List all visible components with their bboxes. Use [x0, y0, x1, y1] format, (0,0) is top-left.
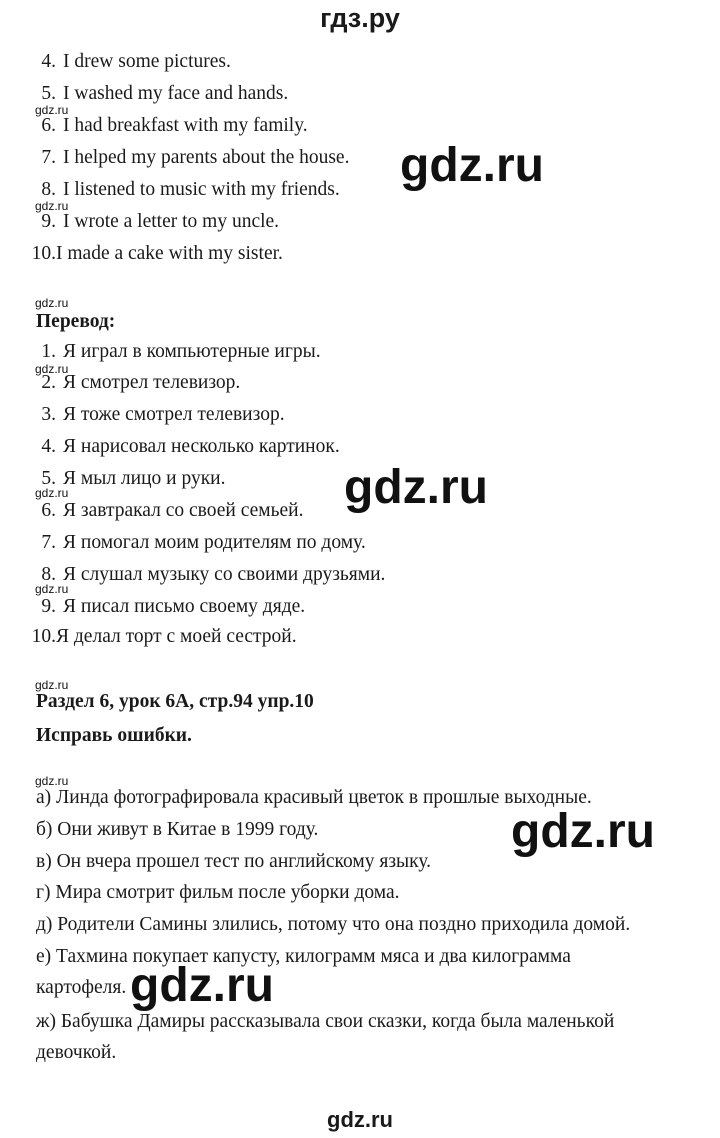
site-footer: gdz.ru [327, 1107, 393, 1132]
correction-item: г) Мира смотрит фильм после уборки дома. [36, 882, 400, 903]
task-title: Исправь ошибки. [36, 725, 192, 746]
correction-item: в) Он вчера прошел тест по английскому языку. [36, 851, 431, 872]
watermark-large: gdz.ru [130, 959, 274, 1012]
section-title: Раздел 6, урок 6А, стр.94 упр.10 [36, 691, 314, 712]
item-text: Я помогал моим родителям по дому. [63, 532, 366, 553]
item-number: 8. [41, 179, 56, 200]
item-number: 4. [41, 51, 56, 72]
correction-item: д) Родители Самины злились, потому что она поздно приходила домой. [36, 914, 631, 935]
item-number: 4. [41, 436, 56, 457]
list-item [28, 403, 285, 427]
item-text: Я тоже смотрел телевизор. [63, 404, 285, 425]
watermark-large: gdz.ru [511, 805, 655, 858]
item-text: Я смотрел телевизор. [63, 372, 241, 393]
item-number: 5. [41, 83, 56, 104]
watermark-small: gdz.ru [35, 296, 69, 310]
item-text: I listened to music with my friends. [63, 179, 340, 200]
watermark-large: gdz.ru [400, 139, 544, 192]
correction-item: а) Линда фотографировала красивый цветок в прошлые выходные. [36, 787, 592, 808]
item-number: 6. [41, 115, 56, 136]
list-item [28, 499, 303, 523]
item-number: 2. [41, 372, 56, 393]
item-number: 8. [41, 564, 56, 585]
watermark-small: gdz.ru [35, 678, 69, 692]
item-number: 6. [41, 500, 56, 521]
correction-item: б) Они живут в Китае в 1999 году. [36, 819, 319, 840]
item-text: Я писал письмо своему дяде. [63, 596, 306, 617]
item-text: Я слушал музыку со своими друзьями. [63, 564, 386, 585]
list-item [28, 531, 366, 555]
item-text: Я завтракал со своей семьей. [63, 500, 304, 521]
watermark-small: gdz.ru [35, 486, 69, 500]
correction-item: картофеля. [36, 977, 127, 998]
item-text: I had breakfast with my family. [63, 115, 308, 136]
list-item [28, 114, 308, 138]
item-number: 5. [41, 468, 56, 489]
correction-item: е) Тахмина покупает капусту, килограмм мяса и два килограмма [36, 946, 571, 967]
correction-item: девочкой. [36, 1042, 117, 1063]
list-item [28, 210, 279, 234]
item-number: 7. [41, 147, 56, 168]
item-number: 1. [41, 341, 56, 362]
translation-heading: Перевод: [36, 311, 116, 332]
item-text: Я нарисовал несколько картинок. [63, 436, 340, 457]
list-item [28, 50, 231, 74]
watermark-small: gdz.ru [35, 103, 69, 117]
site-header: гдз.ру [320, 3, 400, 33]
list-item [28, 563, 385, 587]
list-item [28, 595, 305, 619]
watermark-small: gdz.ru [35, 582, 69, 596]
list-item [28, 178, 340, 202]
list-item [28, 242, 283, 266]
item-text: Я делал торт с моей сестрой. [56, 626, 297, 647]
list-item [28, 625, 297, 649]
item-text: I washed my face and hands. [63, 83, 289, 104]
item-text: I made a cake with my sister. [56, 243, 283, 264]
item-number: 3. [41, 404, 56, 425]
item-number: 9. [41, 596, 56, 617]
item-text: I helped my parents about the house. [63, 147, 350, 168]
item-number: 9. [41, 211, 56, 232]
list-item [28, 340, 321, 364]
list-item [28, 146, 349, 170]
list-item [28, 435, 340, 459]
watermark-small: gdz.ru [35, 199, 69, 213]
correction-item: ж) Бабушка Дамиры рассказывала свои сказки, когда была маленькой [36, 1011, 615, 1032]
item-text: I drew some pictures. [63, 51, 231, 72]
item-text: Я играл в компьютерные игры. [63, 341, 321, 362]
item-number: 10. [31, 243, 56, 264]
item-number: 7. [41, 532, 56, 553]
item-text: Я мыл лицо и руки. [63, 468, 226, 489]
watermark-small: gdz.ru [35, 774, 69, 788]
item-number: 10. [31, 626, 56, 647]
item-text: I wrote a letter to my uncle. [63, 211, 280, 232]
watermark-large: gdz.ru [344, 461, 488, 514]
watermark-small: gdz.ru [35, 362, 69, 376]
